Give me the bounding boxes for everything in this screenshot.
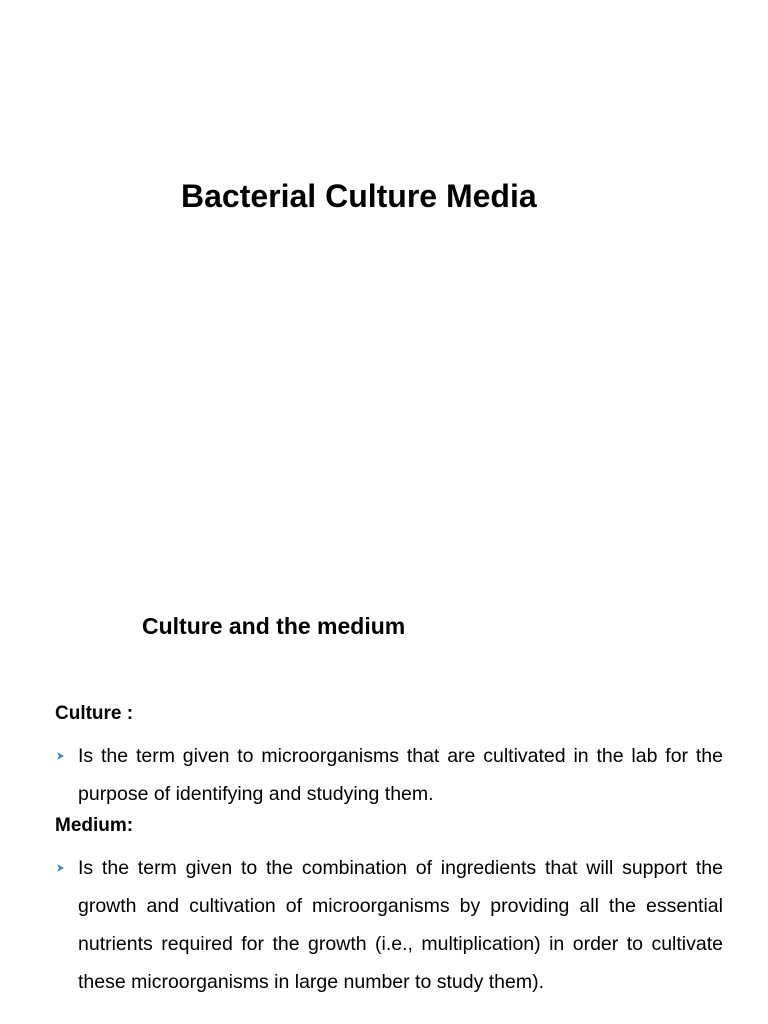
document-title: Bacterial Culture Media xyxy=(181,178,537,214)
section-heading: Culture and the medium xyxy=(142,613,406,639)
term-culture: Culture : xyxy=(55,703,134,724)
arrow-bullet-icon xyxy=(55,862,67,874)
definition-medium-text: Is the term given to the combination of ingredients that will support the growth and cultivation of microorganisms by providing all the essential nutrients required for the growth (i.e., multiplication) in order to cultivate these microorganisms in large number to study them). xyxy=(78,857,723,993)
arrow-bullet-icon xyxy=(55,750,67,762)
term-medium: Medium: xyxy=(55,815,134,836)
definition-culture-text: Is the term given to microorganisms that are cultivated in the lab for the purpose of identifying and studying them. xyxy=(78,745,723,805)
